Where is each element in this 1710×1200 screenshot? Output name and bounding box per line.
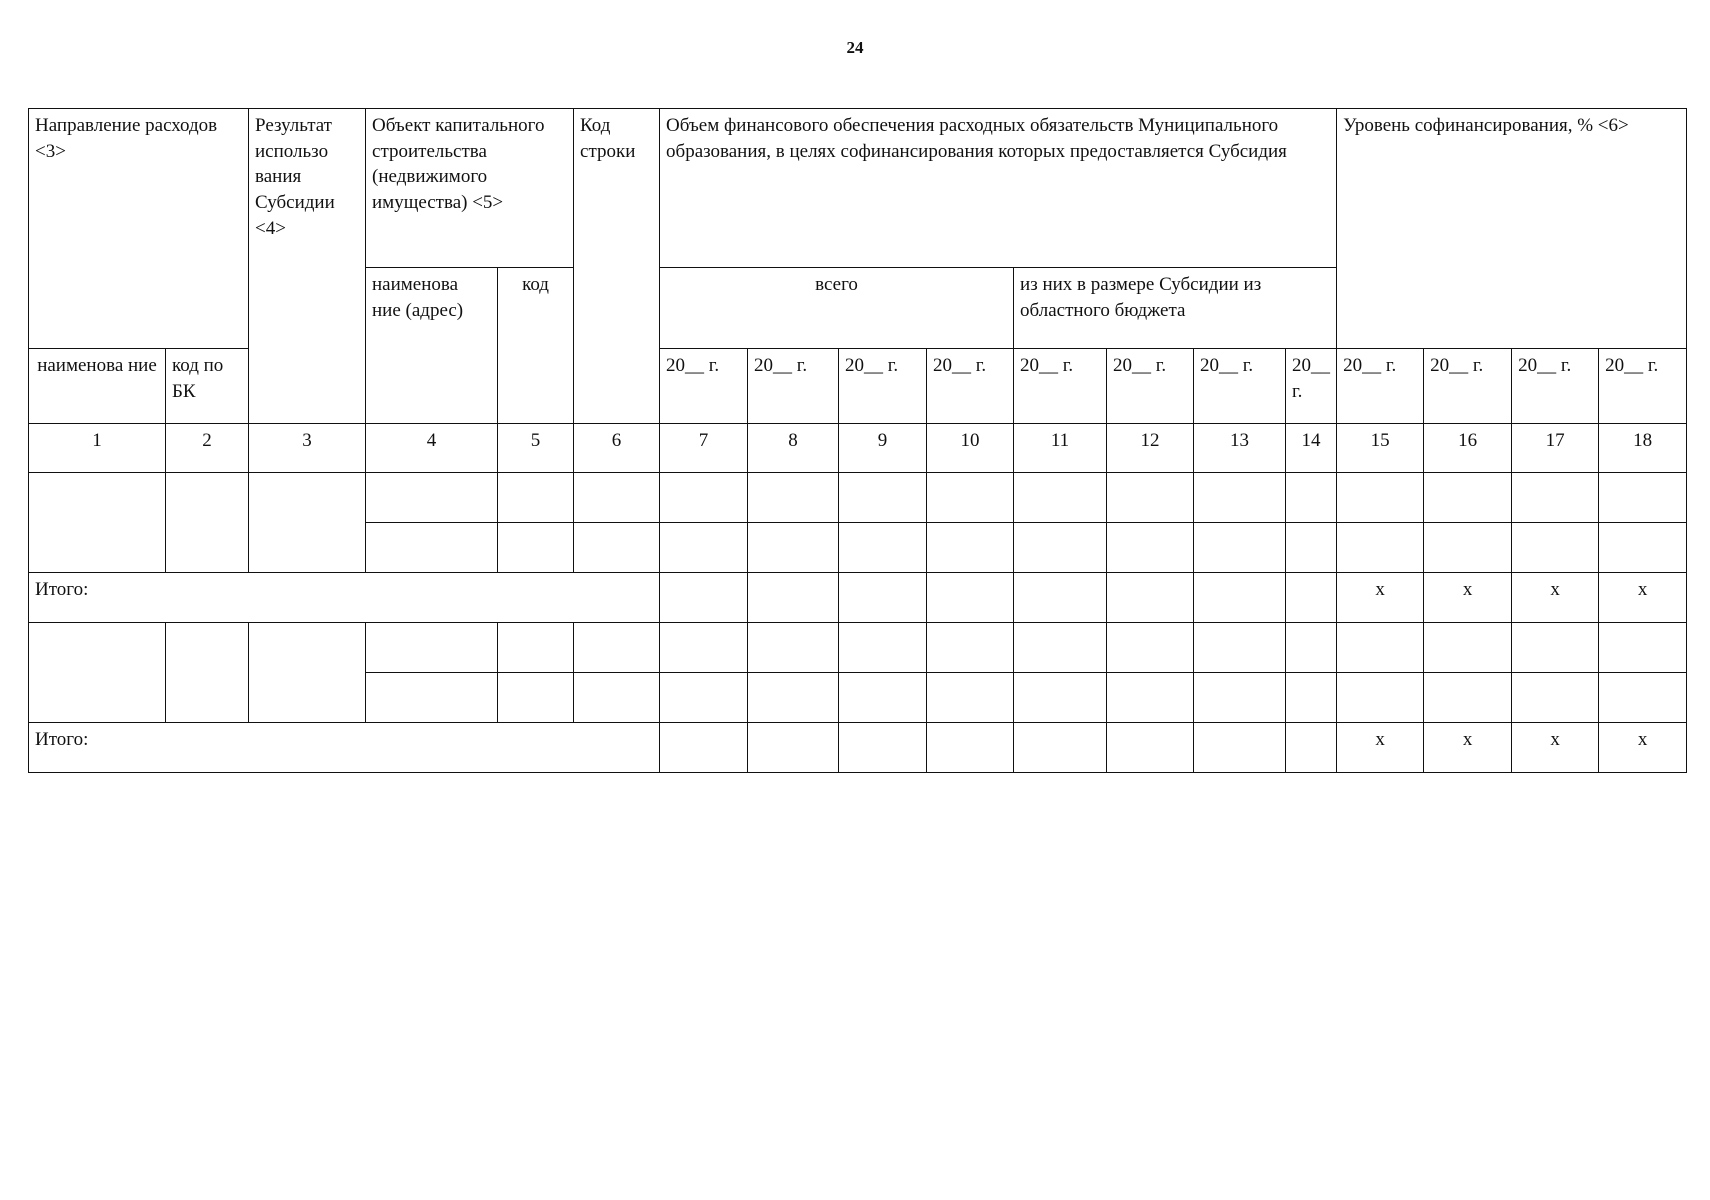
- year-header: 20__ г.: [1512, 349, 1599, 424]
- cell: [839, 673, 927, 723]
- year-header: 20__ г.: [1337, 349, 1424, 424]
- cell: [1424, 673, 1512, 723]
- total-label: Итого:: [29, 723, 660, 773]
- cell: [1107, 523, 1194, 573]
- page-number: 24: [846, 38, 864, 57]
- header-direction-name: наименова ние: [29, 349, 166, 424]
- year-header: 20__ г.: [748, 349, 839, 424]
- x-mark: х: [1424, 723, 1512, 773]
- cell: [1599, 673, 1687, 723]
- cell: [660, 623, 748, 673]
- cell: [1512, 673, 1599, 723]
- column-number: 1: [29, 424, 166, 473]
- cell: [366, 673, 498, 723]
- column-number: 8: [748, 424, 839, 473]
- header-direction: Направление расходов <3>: [29, 109, 249, 349]
- column-number: 13: [1194, 424, 1286, 473]
- cell: [1599, 523, 1687, 573]
- column-number: 18: [1599, 424, 1687, 473]
- cell: [1424, 623, 1512, 673]
- cell: [1599, 623, 1687, 673]
- cell: [1014, 473, 1107, 523]
- header-object-name: наименова ние (адрес): [366, 268, 498, 424]
- header-bk-code: код по БК: [166, 349, 249, 424]
- cell: [927, 573, 1014, 623]
- cell: [366, 523, 498, 573]
- cell: [839, 573, 927, 623]
- cell: [574, 523, 660, 573]
- x-mark: х: [1512, 723, 1599, 773]
- year-header: 20__ г.: [927, 349, 1014, 424]
- cell: [1014, 523, 1107, 573]
- cell: [748, 723, 839, 773]
- cell: [574, 473, 660, 523]
- cell: [166, 623, 249, 723]
- cell: [1286, 723, 1337, 773]
- cell: [498, 623, 574, 673]
- cell: [166, 473, 249, 573]
- total-row: [29, 723, 1687, 773]
- column-number: 10: [927, 424, 1014, 473]
- x-mark: х: [1599, 723, 1687, 773]
- table-row: [29, 623, 1687, 673]
- header-volume: Объем финансового обеспечения расходных обязательств Муниципального образования, в целях софинансирования которых предоставляется Субсидия: [660, 109, 1337, 268]
- header-line-code: Код строки: [574, 109, 660, 424]
- header-result: Результат использо вания Субсидии <4>: [249, 109, 366, 424]
- cell: [1107, 573, 1194, 623]
- cell: [660, 723, 748, 773]
- x-mark: х: [1512, 573, 1599, 623]
- cell: [1014, 673, 1107, 723]
- column-number: 5: [498, 424, 574, 473]
- cell: [660, 673, 748, 723]
- column-number: 4: [366, 424, 498, 473]
- cell: [498, 473, 574, 523]
- year-header: 20__ г.: [1014, 349, 1107, 424]
- cell: [1107, 723, 1194, 773]
- cell: [660, 473, 748, 523]
- cell: [574, 623, 660, 673]
- year-header: 20__ г.: [1194, 349, 1286, 424]
- column-number: 7: [660, 424, 748, 473]
- cell: [1107, 473, 1194, 523]
- header-total: всего: [660, 268, 1014, 349]
- cell: [1424, 523, 1512, 573]
- cell: [29, 623, 166, 723]
- cell: [1286, 573, 1337, 623]
- cell: [1194, 723, 1286, 773]
- cell: [1107, 673, 1194, 723]
- cell: [1337, 673, 1424, 723]
- cell: [1512, 623, 1599, 673]
- cell: [748, 473, 839, 523]
- header-of-which-subsidy: из них в размере Субсидии из областного бюджета: [1014, 268, 1337, 349]
- cell: [748, 573, 839, 623]
- cell: [1512, 523, 1599, 573]
- year-header: 20__ г.: [839, 349, 927, 424]
- cell: [1286, 523, 1337, 573]
- cell: [839, 523, 927, 573]
- column-number: 11: [1014, 424, 1107, 473]
- column-number: 15: [1337, 424, 1424, 473]
- cell: [660, 523, 748, 573]
- cell: [366, 623, 498, 673]
- column-number: 12: [1107, 424, 1194, 473]
- cell: [839, 473, 927, 523]
- cell: [748, 673, 839, 723]
- header-object: Объект капитального строительства (недвижимого имущества) <5>: [366, 109, 574, 268]
- year-header: 20__ г.: [660, 349, 748, 424]
- cell: [839, 723, 927, 773]
- cell: [927, 723, 1014, 773]
- cell: [927, 673, 1014, 723]
- cell: [660, 573, 748, 623]
- column-number: 6: [574, 424, 660, 473]
- cell: [1286, 623, 1337, 673]
- cell: [839, 623, 927, 673]
- column-number: 3: [249, 424, 366, 473]
- cell: [366, 473, 498, 523]
- year-header: 20__ г.: [1107, 349, 1194, 424]
- year-header: 20__ г.: [1286, 349, 1337, 424]
- cell: [1194, 473, 1286, 523]
- year-header: 20__ г.: [1599, 349, 1687, 424]
- cell: [249, 623, 366, 723]
- cell: [1286, 473, 1337, 523]
- x-mark: х: [1599, 573, 1687, 623]
- subsidy-form-table: [28, 108, 1687, 773]
- cell: [1014, 573, 1107, 623]
- cell: [1194, 523, 1286, 573]
- header-cofinancing-level: Уровень софинансирования, % <6>: [1337, 109, 1687, 349]
- x-mark: х: [1337, 573, 1424, 623]
- cell: [1194, 673, 1286, 723]
- cell: [1337, 523, 1424, 573]
- cell: [748, 523, 839, 573]
- header-object-code: код: [498, 268, 574, 424]
- cell: [1424, 473, 1512, 523]
- cell: [249, 473, 366, 573]
- cell: [1014, 723, 1107, 773]
- column-number: 17: [1512, 424, 1599, 473]
- column-number: 2: [166, 424, 249, 473]
- cell: [29, 473, 166, 573]
- x-mark: х: [1424, 573, 1512, 623]
- x-mark: х: [1337, 723, 1424, 773]
- cell: [1194, 573, 1286, 623]
- table-row: [29, 473, 1687, 523]
- cell: [1014, 623, 1107, 673]
- column-number: 16: [1424, 424, 1512, 473]
- cell: [1337, 623, 1424, 673]
- cell: [1599, 473, 1687, 523]
- total-label: Итого:: [29, 573, 660, 623]
- total-row: [29, 573, 1687, 623]
- cell: [1194, 623, 1286, 673]
- year-header: 20__ г.: [1424, 349, 1512, 424]
- cell: [1337, 473, 1424, 523]
- column-number: 9: [839, 424, 927, 473]
- column-number-row: [29, 424, 1687, 473]
- cell: [927, 523, 1014, 573]
- cell: [748, 623, 839, 673]
- column-number: 14: [1286, 424, 1337, 473]
- cell: [498, 523, 574, 573]
- cell: [1512, 473, 1599, 523]
- cell: [1107, 623, 1194, 673]
- cell: [498, 673, 574, 723]
- cell: [1286, 673, 1337, 723]
- cell: [927, 623, 1014, 673]
- cell: [927, 473, 1014, 523]
- cell: [574, 673, 660, 723]
